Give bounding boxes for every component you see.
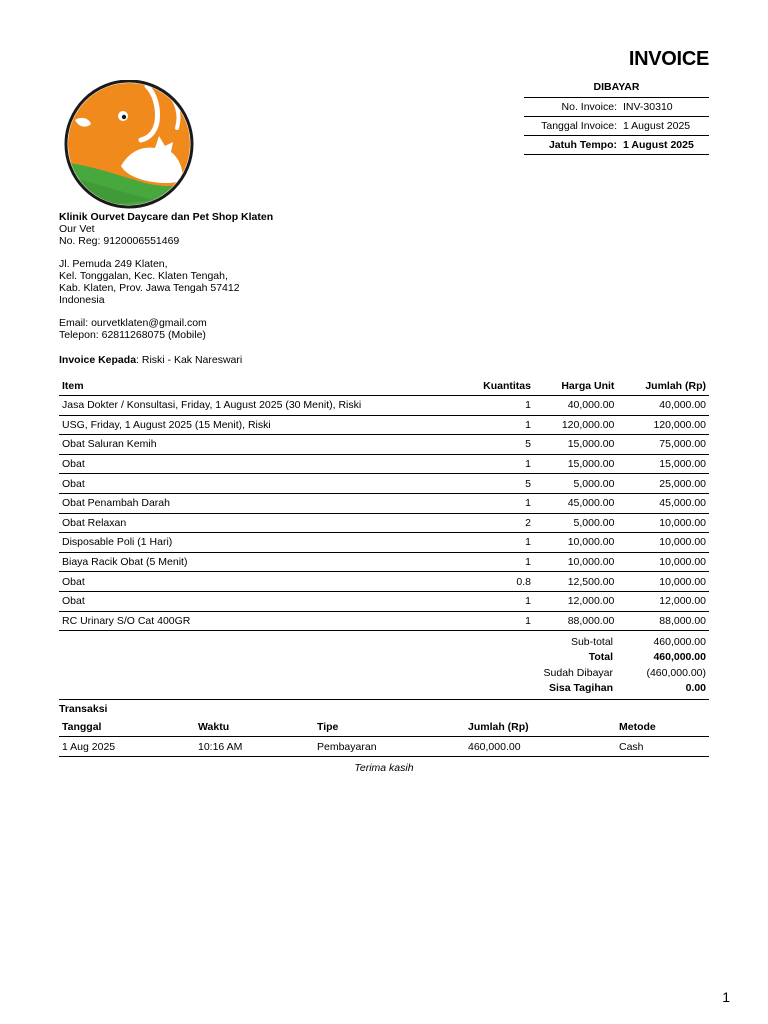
column-header: Jumlah (Rp) [465,718,616,737]
meta-label: Jatuh Tempo: [524,136,623,155]
item-amount: 120,000.00 [617,415,709,435]
transactions-header-row [59,718,709,737]
item-row [59,591,709,611]
column-header: Metode [616,718,709,737]
totals-value: 0.00 [685,682,706,695]
item-name: RC Urinary S/O Cat 400GR [59,611,474,631]
item-name: Disposable Poli (1 Hari) [59,533,474,553]
item-unit-price: 5,000.00 [534,513,617,533]
item-row [59,513,709,533]
item-row [59,474,709,494]
bill-to-label: Invoice Kepada [59,354,137,366]
item-name: Jasa Dokter / Konsultasi, Friday, 1 August 2025 (30 Menit), Riski [59,396,474,416]
company-short-name: Our Vet [59,223,95,235]
item-name: Obat [59,454,474,474]
item-quantity: 5 [474,435,534,455]
dog-and-cat-logo-icon [59,80,197,210]
item-row [59,611,709,631]
meta-label: Tanggal Invoice: [524,117,623,136]
transaction-time: 10:16 AM [195,737,314,757]
item-unit-price: 120,000.00 [534,415,617,435]
item-name: Obat Saluran Kemih [59,435,474,455]
column-header: Kuantitas [474,376,534,396]
totals-label: Sisa Tagihan [549,682,613,695]
item-unit-price: 88,000.00 [534,611,617,631]
item-quantity: 1 [474,415,534,435]
item-amount: 10,000.00 [617,572,709,592]
page-number: 1 [722,989,730,1005]
item-amount: 10,000.00 [617,513,709,533]
due-date-row [524,136,709,155]
totals-label: Sudah Dibayar [543,666,613,679]
totals-row [460,634,709,650]
transaction-date: 1 Aug 2025 [59,737,195,757]
transaction-type: Pembayaran [314,737,465,757]
bill-to [59,354,242,366]
item-unit-price: 15,000.00 [534,435,617,455]
item-name: Biaya Racik Obat (5 Menit) [59,552,474,572]
transaction-method: Cash [616,737,709,757]
item-unit-price: 40,000.00 [534,396,617,416]
item-quantity: 5 [474,474,534,494]
item-row [59,435,709,455]
item-row [59,493,709,513]
invoice-meta [524,81,709,155]
transactions-table [59,718,709,757]
item-quantity: 1 [474,533,534,553]
item-amount: 25,000.00 [617,474,709,494]
address-line: Jl. Pemuda 249 Klaten, [59,258,168,270]
company-info [59,211,273,341]
item-row [59,533,709,553]
item-amount: 88,000.00 [617,611,709,631]
item-row [59,572,709,592]
invoice-title: INVOICE [628,48,709,70]
item-quantity: 1 [474,396,534,416]
item-unit-price: 15,000.00 [534,454,617,474]
column-header: Waktu [195,718,314,737]
company-email: Email: ourvetklaten@gmail.com [59,317,207,329]
item-quantity: 2 [474,513,534,533]
item-name: Obat Relaxan [59,513,474,533]
items-table [59,376,709,631]
column-header: Tanggal [59,718,195,737]
item-unit-price: 12,000.00 [534,591,617,611]
totals-body [460,634,709,696]
item-quantity: 1 [474,454,534,474]
totals-label: Sub-total [570,635,613,648]
company-phone: Telepon: 62811268075 (Mobile) [59,329,206,341]
column-header: Item [59,376,474,396]
item-quantity: 1 [474,611,534,631]
address-line: Kel. Tonggalan, Kec. Klaten Tengah, [59,270,228,282]
item-name: Obat [59,591,474,611]
item-amount: 40,000.00 [617,396,709,416]
totals-label: Total [588,651,613,664]
items-header-row [59,376,709,396]
item-name: Obat [59,474,474,494]
item-amount: 75,000.00 [617,435,709,455]
totals-table [460,634,709,696]
item-amount: 10,000.00 [617,533,709,553]
transactions-divider [59,699,709,700]
address-line: Kab. Klaten, Prov. Jawa Tengah 57412 [59,282,240,294]
item-name: Obat Penambah Darah [59,493,474,513]
meta-value: 1 August 2025 [623,136,709,155]
column-header: Jumlah (Rp) [617,376,709,396]
meta-label: No. Invoice: [524,98,623,117]
invoice-meta-table [524,98,709,155]
invoice-date-row [524,117,709,136]
item-amount: 10,000.00 [617,552,709,572]
item-row [59,415,709,435]
item-amount: 45,000.00 [617,493,709,513]
company-registration: No. Reg: 9120006551469 [59,235,180,247]
transactions-title: Transaksi [59,703,108,715]
totals-value: (460,000.00) [646,666,706,679]
invoice-number-row [524,98,709,117]
totals-row [460,650,709,666]
meta-value: INV-30310 [623,98,709,117]
thank-you-note: Terima kasih [354,762,414,774]
item-quantity: 1 [474,552,534,572]
totals-value: 460,000.00 [653,635,706,648]
totals-value: 460,000.00 [653,651,706,664]
company-logo [59,80,197,210]
item-name: Obat [59,572,474,592]
item-quantity: 0.8 [474,572,534,592]
column-header: Harga Unit [534,376,617,396]
item-unit-price: 45,000.00 [534,493,617,513]
address-line: Indonesia [59,294,105,306]
column-header: Tipe [314,718,465,737]
item-row [59,552,709,572]
totals-row [460,665,709,681]
item-amount: 12,000.00 [617,591,709,611]
item-row [59,396,709,416]
transaction-amount: 460,000.00 [465,737,616,757]
item-name: USG, Friday, 1 August 2025 (15 Menit), Riski [59,415,474,435]
totals-row [460,681,709,697]
item-row [59,454,709,474]
meta-value: 1 August 2025 [623,117,709,136]
item-unit-price: 5,000.00 [534,474,617,494]
item-quantity: 1 [474,493,534,513]
item-unit-price: 12,500.00 [534,572,617,592]
bill-to-value: : Riski - Kak Nareswari [136,354,243,366]
item-quantity: 1 [474,591,534,611]
item-unit-price: 10,000.00 [534,533,617,553]
items-body [59,396,709,631]
transaction-row [59,737,709,757]
payment-status: DIBAYAR [524,81,709,98]
item-amount: 15,000.00 [617,454,709,474]
item-unit-price: 10,000.00 [534,552,617,572]
company-name: Klinik Ourvet Daycare dan Pet Shop Klaten [59,211,274,223]
